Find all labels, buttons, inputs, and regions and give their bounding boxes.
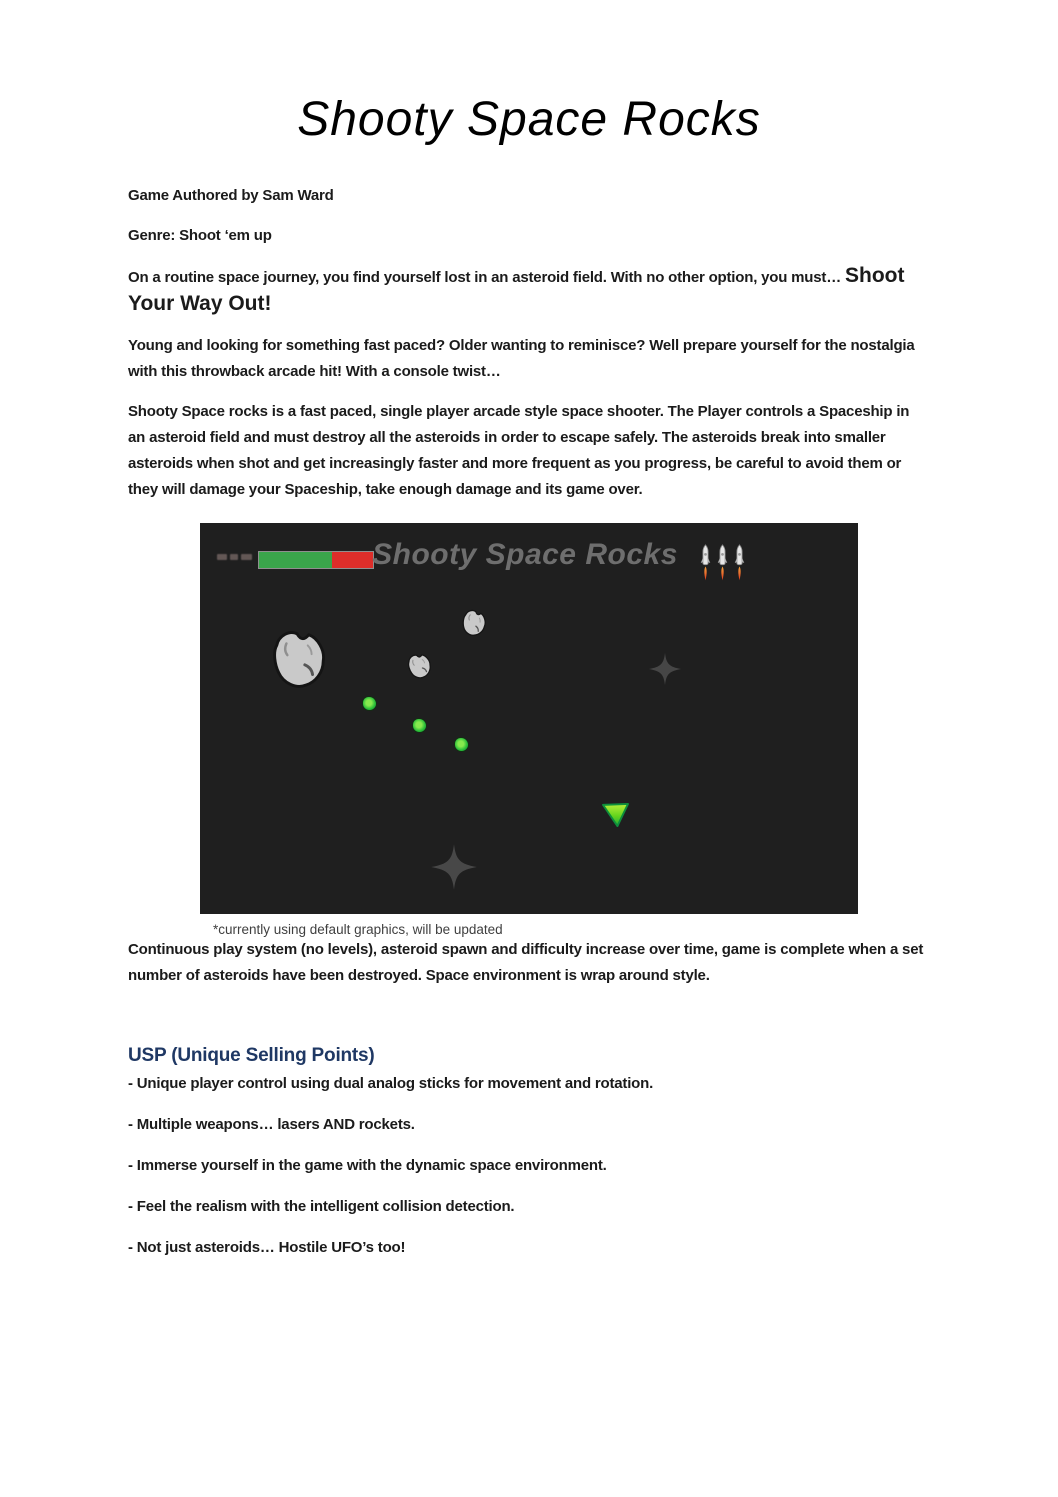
health-bar-fill [259,552,332,568]
game-title: Shooty Space Rocks [372,537,678,571]
usp-item: - Unique player control using dual analog sticks for movement and rotation. [128,1074,654,1092]
debris-dot [455,738,468,751]
usp-item: - Immerse yourself in the game with the dynamic space environment. [128,1156,607,1174]
rocket-icon [699,544,712,582]
hook-paragraph: Young and looking for something fast paced? Older wanting to reminisce? Well prepare yourself for the nostalgia with this throwback arcade hit! With a console twist… [128,336,915,380]
debris-dot [413,719,426,732]
star-sparkle-large [430,841,478,893]
player-ship [601,802,630,827]
usp-item: - Multiple weapons… lasers AND rockets. [128,1115,415,1133]
star-sparkle-small [648,652,682,686]
screenshot-caption: *currently using default graphics, will be updated [213,921,503,937]
intro-lead-text: On a routine space journey, you find yourself lost in an asteroid field. With no other option, you must… [128,268,845,286]
asteroid-sprite-medium-2 [404,650,435,682]
hud-debug-text [217,554,257,561]
usp-list [128,1071,930,1261]
asteroid-sprite-medium-1 [457,605,491,641]
play-system-paragraph: Continuous play system (no levels), asteroid spawn and difficulty increase over time, game is complete when a set number of asteroids have been destroyed. Space environment is wrap around style. [128,940,924,984]
rocket-lives-group [699,544,749,582]
rocket-icon [716,544,729,582]
page-title: Shooty Space Rocks [297,93,761,146]
usp-item: - Feel the realism with the intelligent collision detection. [128,1197,515,1215]
author-line: Game Authored by Sam Ward [128,186,334,204]
game-screenshot-image [200,523,858,914]
usp-item: - Not just asteroids… Hostile UFO’s too! [128,1238,406,1256]
usp-heading: USP (Unique Selling Points) [128,1044,375,1066]
debris-dot [363,697,376,710]
intro-highlight-text: Shoot Your Way Out! [128,263,905,315]
rocket-icon [733,544,746,582]
genre-line: Genre: Shoot ‘em up [128,226,272,244]
intro-paragraph [128,263,930,319]
asteroid-sprite-large [268,628,330,690]
overview-paragraph: Shooty Space rocks is a fast paced, single player arcade style space shooter. The Player controls a Spaceship in an asteroid field and must destroy all the asteroids in order to escape safely. The asteroids break into smaller asteroids when shot and get increasingly faster and more frequent as you progress, be careful to avoid them or they will damage your Spaceship, take enough damage and its game over. [128,402,910,498]
health-bar [258,551,374,569]
